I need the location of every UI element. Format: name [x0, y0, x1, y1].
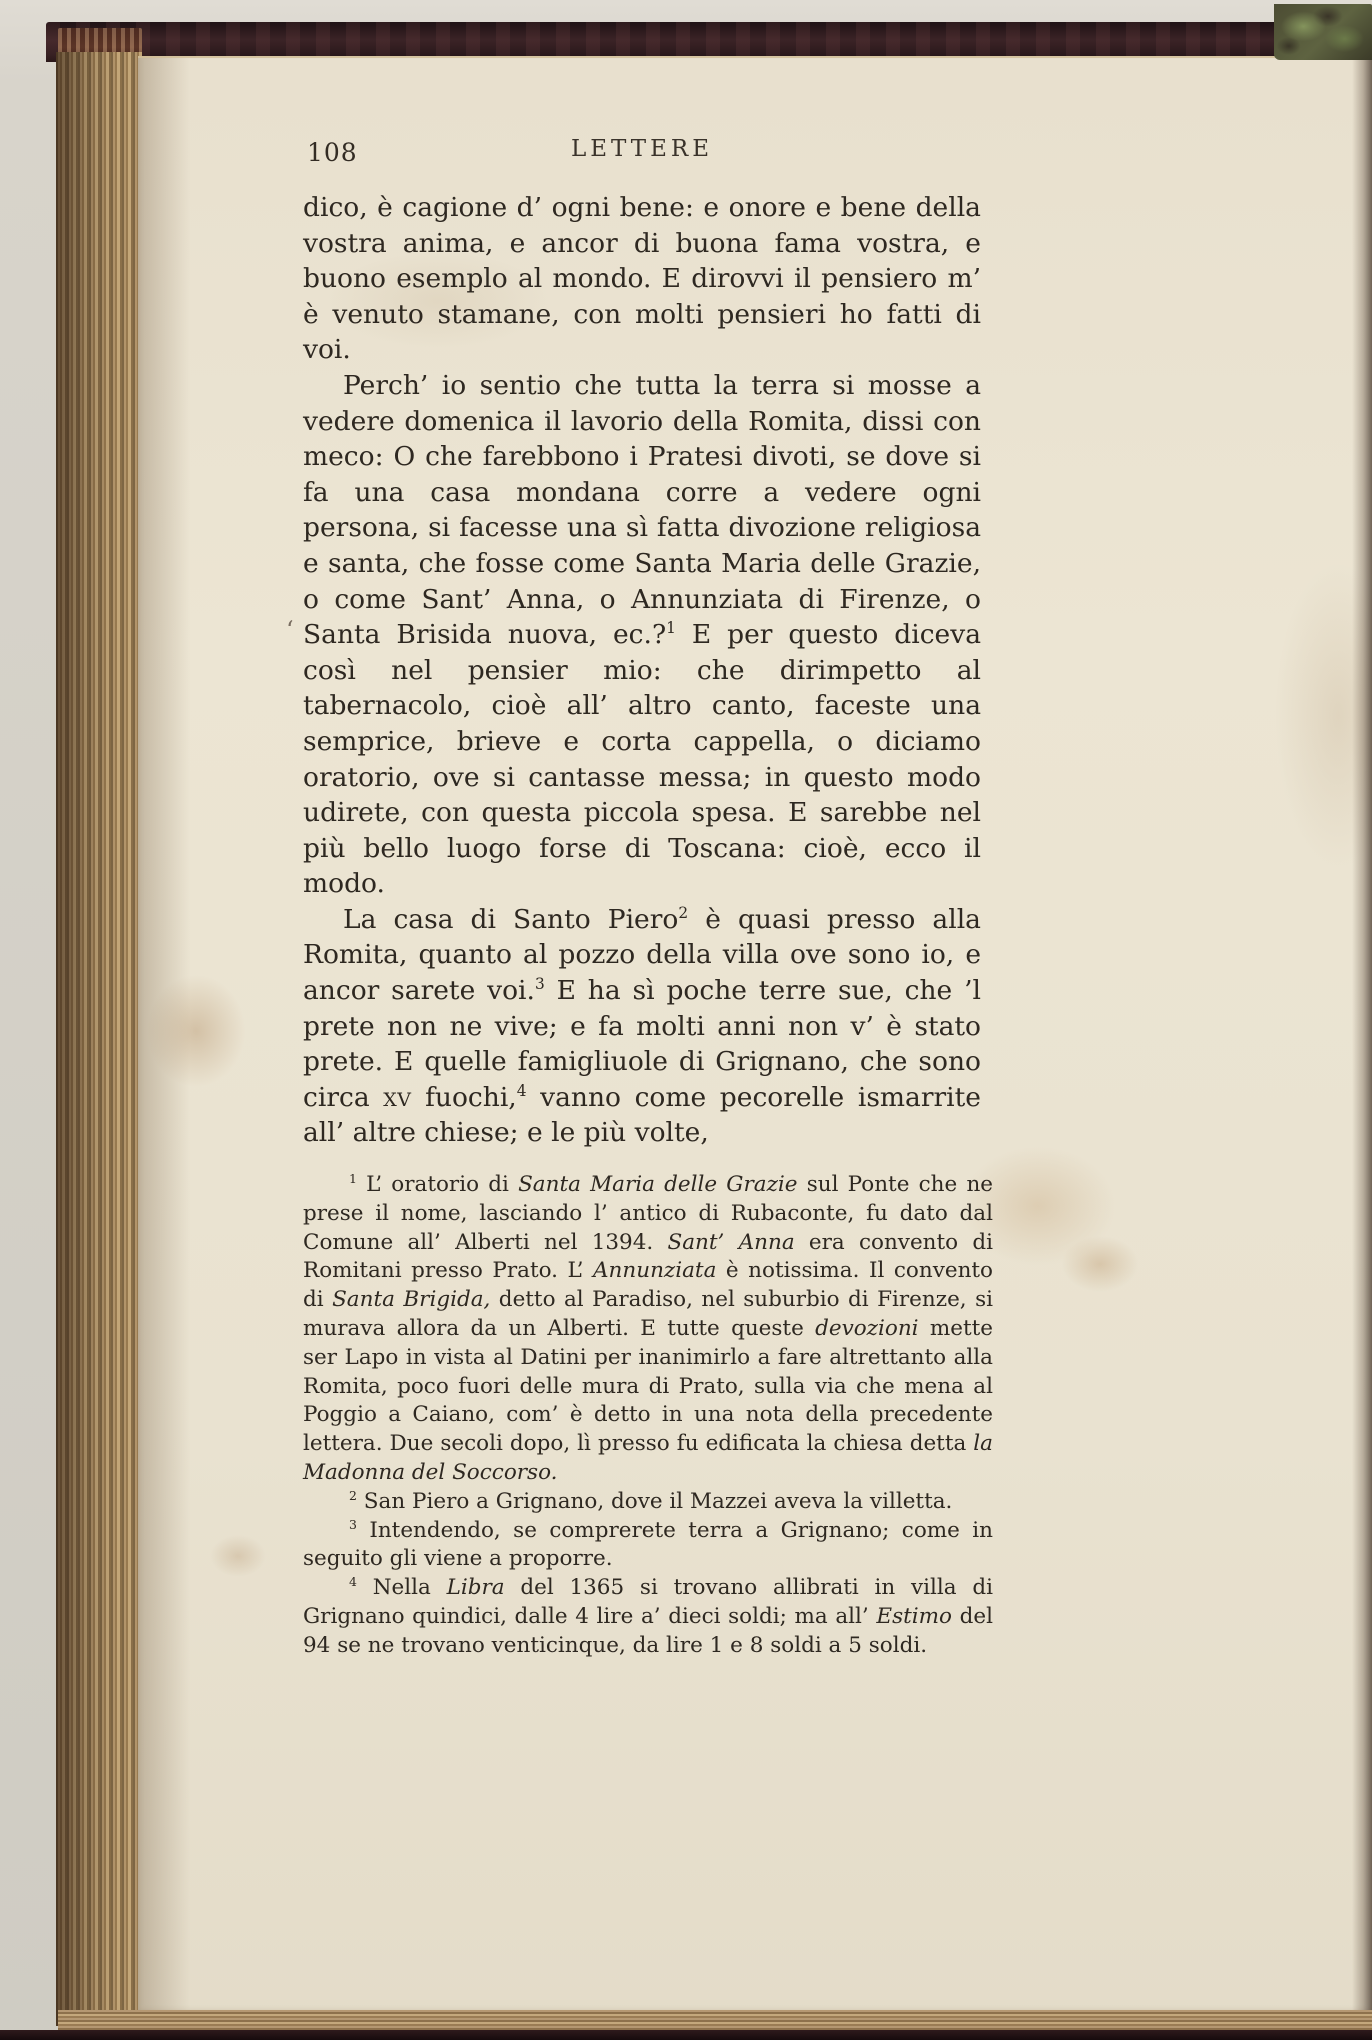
- page-number: 108: [307, 138, 358, 167]
- running-title: LETTERE: [570, 136, 714, 162]
- footnote-marker: 2: [349, 1487, 357, 1503]
- margin-mark: ‘: [286, 616, 294, 644]
- body-paragraph: La casa di Santo Piero$^2$ è quasi presso alla Romita, quanto al pozzo della villa ove sono io, e ancor sarete voi.$^3$ E ha sì poche terre sue, che ’l prete non ne vive; e fa molti anni non v’ è stato prete. E quelle famigliuole di Grignano, che sono circa xv fuochi,$^4$ vanno come pecorelle ismarrite all’ altre chiese; e le più volte,: [303, 903, 981, 1149]
- footnote: $^3$ Intendendo, se comprerete terra a Grignano; come in seguito gli viene a proporre.: [303, 1516, 993, 1572]
- footnote-marker: 4: [349, 1574, 357, 1590]
- footnote-marker: 2: [678, 904, 689, 923]
- footnote-marker: 4: [516, 1082, 527, 1101]
- facing-page-shadow-edge: [1352, 56, 1372, 2014]
- footnote-marker: 1: [349, 1170, 357, 1186]
- body-text: [303, 190, 981, 1151]
- footnote-marker: 3: [534, 975, 545, 994]
- cover-corner-marble: [1274, 4, 1372, 60]
- page-header: [303, 136, 981, 168]
- footnote: $^1$ L’ oratorio di Santa Maria delle Grazie sul Ponte che ne prese il nome, lasciando l’ antico di Rubaconte, fu dato dal Comune all’ Alberti nel 1394. Sant’ Anna era convento di Romitani presso Prato. L’ Annunziata è notissima. Il convento di Santa Brigida, detto al Paradiso, nel suburbio di Firenze, si murava allora da un Alberti. E tutte queste devozioni mette ser Lapo in vista al Datini per inanimirlo a fare altrettanto alla Romita, poco fuori delle mura di Prato, sulla via che mena al Poggio a Caiano, com’ è detto in una nota della precedente lettera. Due secoli dopo, lì presso fu edificata la chiesa detta la Madonna del Soccorso.: [303, 1170, 994, 1485]
- page-content: [303, 136, 993, 1661]
- book-cover-bottom-edge: [0, 2030, 1372, 2040]
- footnote: $^2$ San Piero a Grignano, dove il Mazzei aveva la villetta.: [349, 1487, 953, 1514]
- book-page: [138, 56, 1372, 2014]
- footnote-marker: 1: [666, 619, 676, 638]
- body-paragraph: Perch’ io sentio che tutta la terra si mosse a vedere domenica il lavorio della Romita, dissi con meco: O che farebbono i Pratesi divoti, se dove si fa una casa mondana corre a vedere ogni persona, si facesse una sì fatta divozione religiosa e santa, che fosse come Santa Maria delle Grazie, o come Sant’ Anna, o Annunziata di Firenze, o Santa Brisida nuova, ec.?$^1$ E per questo diceva così nel pensier mio: che dirimpetto al tabernacolo, cioè all’ altro canto, faceste una semprice, brieve e corta cappella, o diciamo oratorio, ove si cantasse messa; in questo modo udirete, con questa piccola spesa. E sarebbe nel più bello luogo forse di Toscana: cioè, ecco il modo.: [303, 369, 981, 900]
- footnotes: [303, 1171, 993, 1661]
- footnote-marker: 3: [349, 1516, 357, 1532]
- footnote: $^4$ Nella Libra del 1365 si trovano allibrati in villa di Grignano quindici, dalle 4 lire a’ dieci soldi; ma all’ Estimo del 94 se ne trovano venticinque, da lire 1 e 8 soldi a 5 soldi.: [303, 1574, 993, 1658]
- body-paragraph: dico, è cagione d’ ogni bene: e onore e bene della vostra anima, e ancor di buona fama vostra, e buono esemplo al mondo. E dirovvi il pensiero m’ è venuto stamane, con molti pensieri ho fatti di voi.: [303, 192, 981, 366]
- page-fore-edge-stack: [56, 52, 142, 2026]
